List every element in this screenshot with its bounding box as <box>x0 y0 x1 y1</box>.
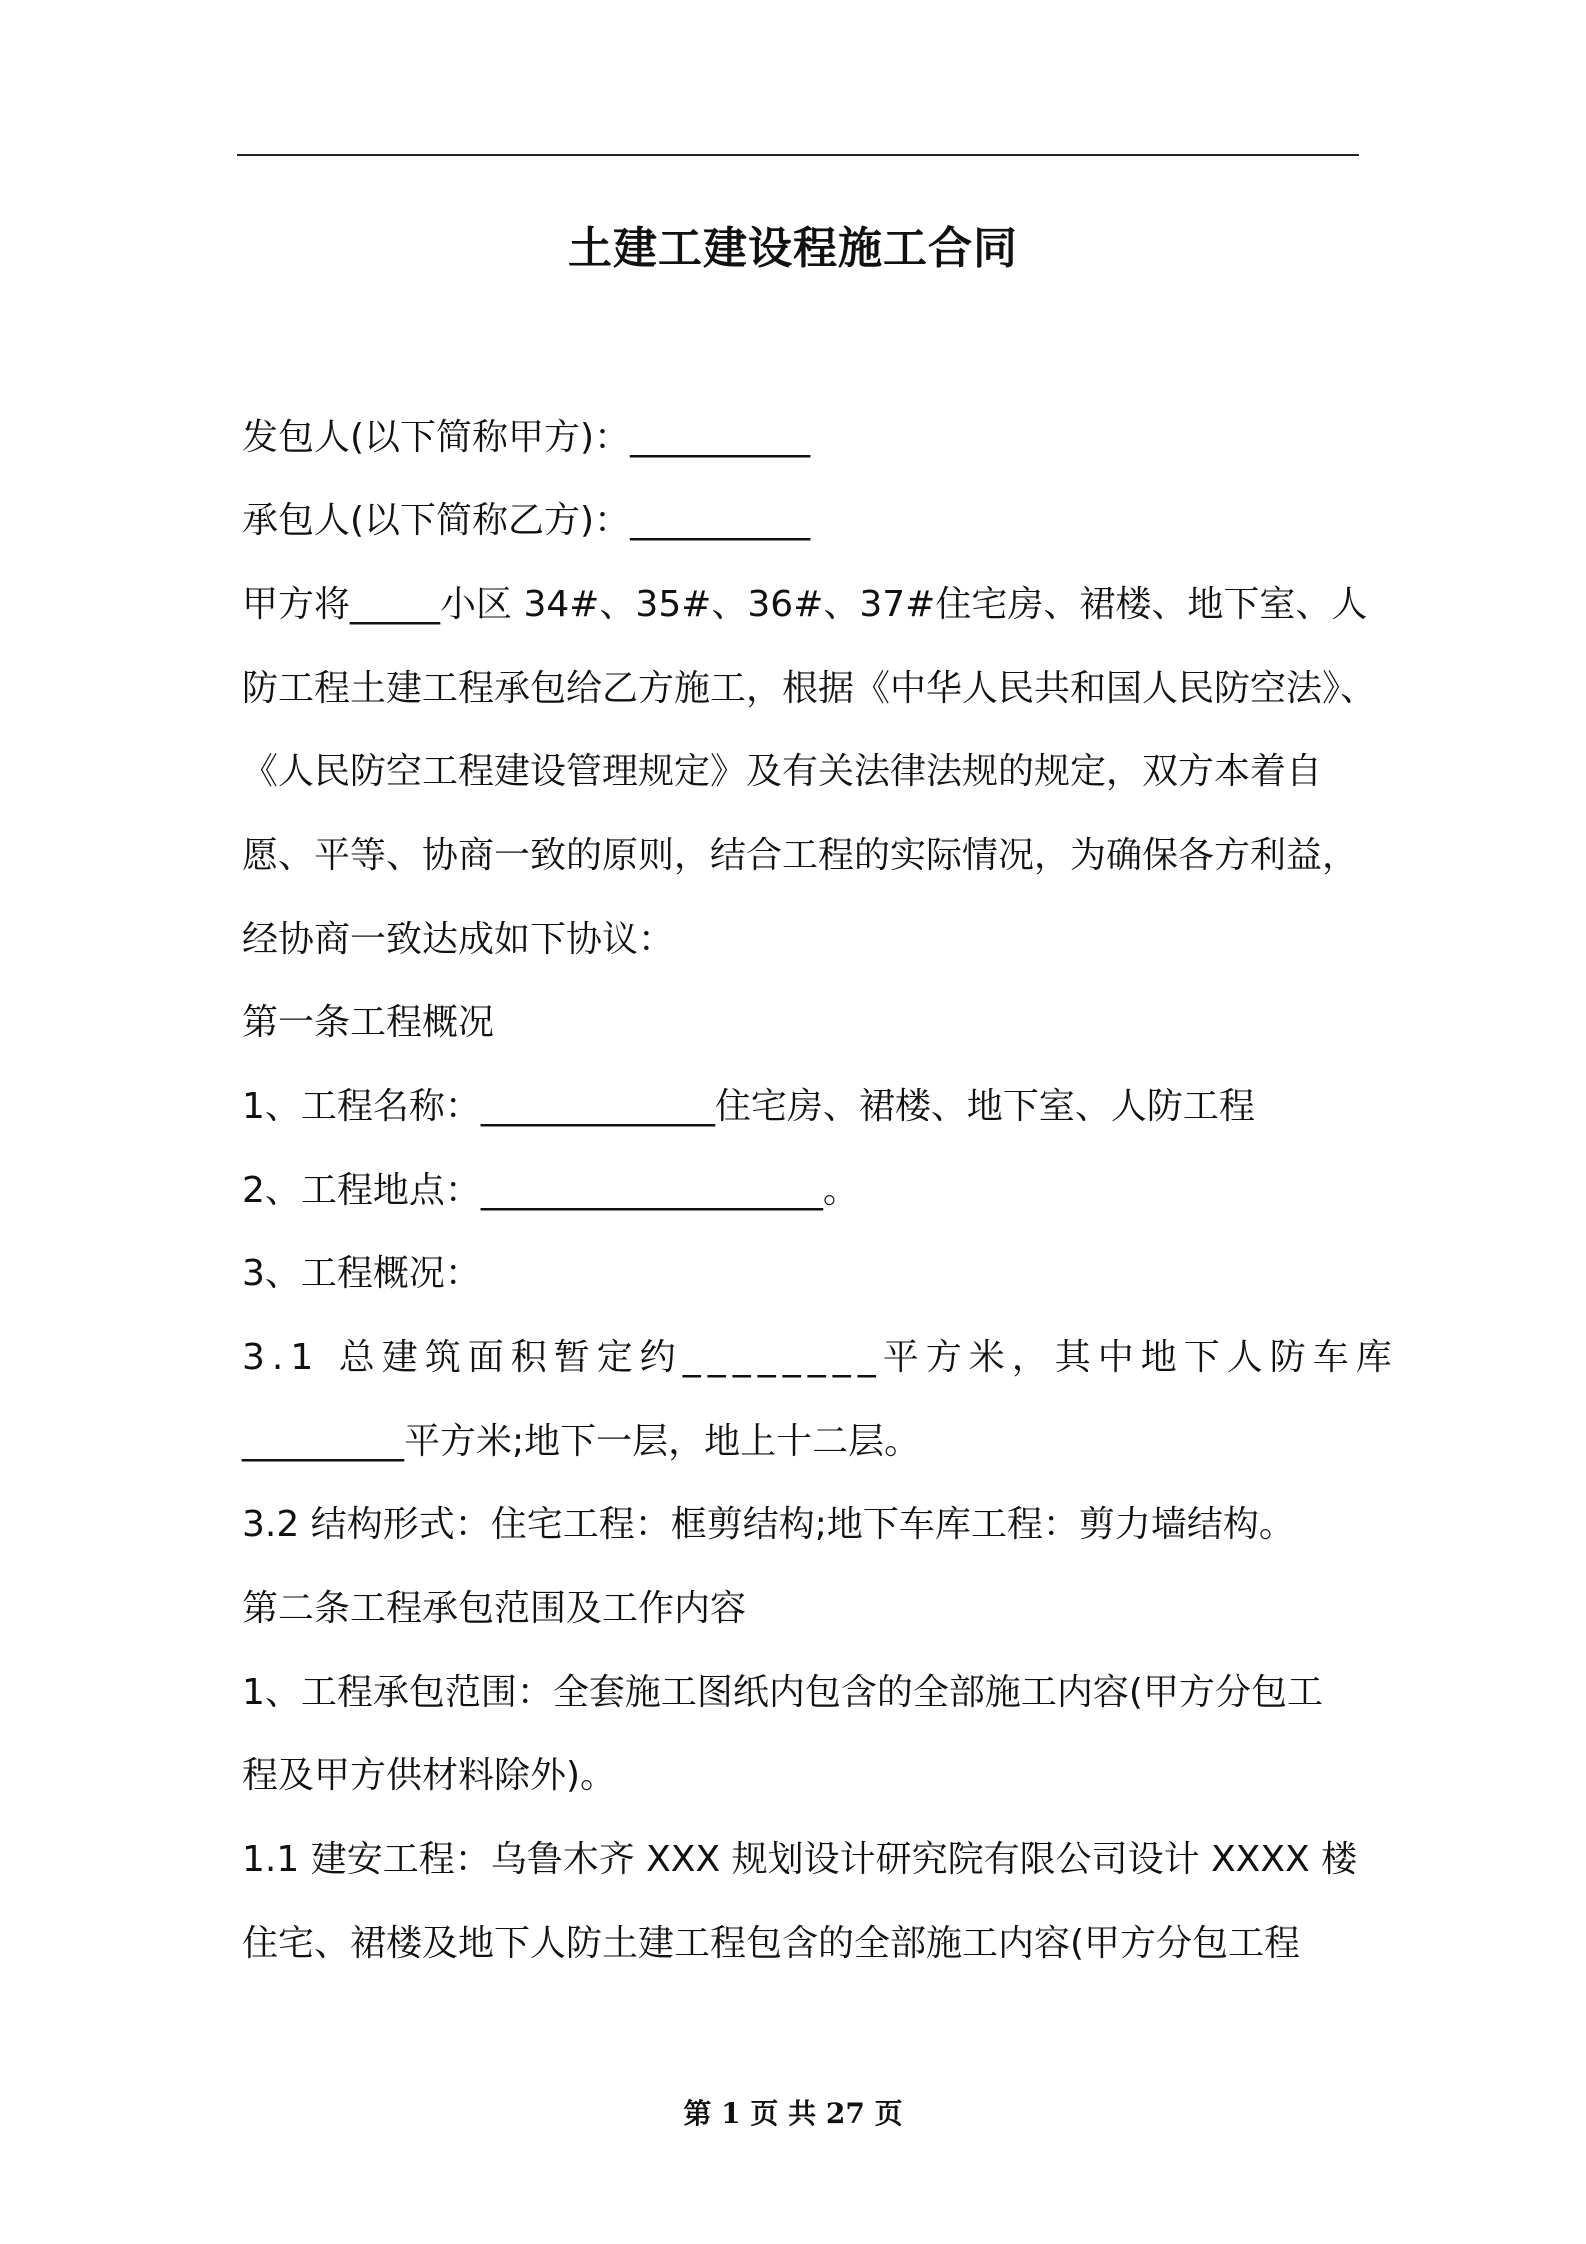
body-text-line: 《人民防空工程建设管理规定》及有关法律法规的规定，双方本着自 <box>242 751 1323 792</box>
document-title: 土建工建设程施工合同 <box>568 223 1018 274</box>
party-a-line: 发包人(以下简称甲方)：__________ <box>242 417 811 458</box>
project-overview-line: 3、工程概况： <box>242 1253 481 1294</box>
header-rule <box>237 154 1359 156</box>
page-number-footer: 第 1 页 共 27 页 <box>683 2097 903 2130</box>
floor-area-line-continued: _________平方米;地下一层，地上十二层。 <box>242 1421 921 1462</box>
project-name-line: 1、工程名称：_____________住宅房、裙楼、地下室、人防工程 <box>242 1086 1255 1127</box>
body-text-line: 1、工程承包范围：全套施工图纸内包含的全部施工内容(甲方分包工 <box>242 1672 1323 1713</box>
body-text-line: 程及甲方供材料除外)。 <box>242 1755 617 1796</box>
body-text-line: 甲方将_____小区 34#、35#、36#、37#住宅房、裙楼、地下室、人 <box>242 584 1368 625</box>
body-text-line: 经协商一致达成如下协议： <box>242 919 675 960</box>
floor-area-line: 3.1 总建筑面积暂定约________平方米，其中地下人防车库 <box>242 1337 1399 1378</box>
body-text-line: 住宅、裙楼及地下人防土建工程包含的全部施工内容(甲方分包工程 <box>242 1923 1301 1964</box>
body-text-line: 防工程土建工程承包给乙方施工，根据《中华人民共和国人民防空法》、 <box>242 668 1377 709</box>
project-location-line: 2、工程地点：___________________。 <box>242 1170 859 1211</box>
section-heading: 第二条工程承包范围及工作内容 <box>242 1588 747 1629</box>
section-heading: 第一条工程概况 <box>242 1002 495 1043</box>
body-text-line: 愿、平等、协商一致的原则，结合工程的实际情况，为确保各方利益， <box>242 835 1359 876</box>
body-text-line: 1.1 建安工程：乌鲁木齐 XXX 规划设计研究院有限公司设计 XXXX 楼 <box>242 1839 1358 1880</box>
structure-type-line: 3.2 结构形式：住宅工程：框剪结构;地下车库工程：剪力墙结构。 <box>242 1504 1295 1545</box>
party-b-line: 承包人(以下简称乙方)：__________ <box>242 500 811 541</box>
